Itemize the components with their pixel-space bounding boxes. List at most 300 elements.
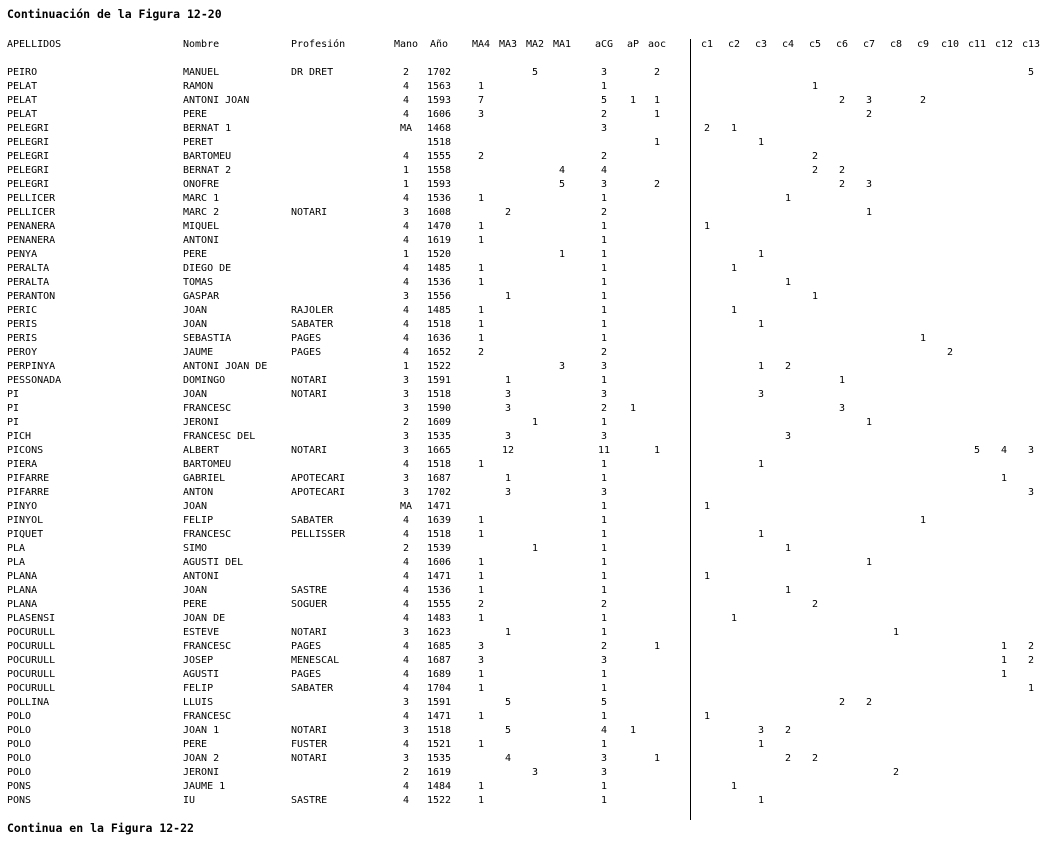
cell-c6: 2 (838, 165, 846, 176)
cell-nombre: FRANCESC DEL (183, 431, 256, 442)
cell-acg: 3 (600, 67, 608, 78)
col-header-c8: c8 (889, 39, 903, 50)
cell-a-o: 1608 (426, 207, 452, 218)
cell-ap: 1 (629, 725, 637, 736)
cell-mano: 4 (402, 193, 410, 204)
cell-apellidos: PENYA (7, 249, 38, 260)
cell-nombre: AGUSTI DEL (183, 557, 244, 568)
cell-nombre: JAUME 1 (183, 781, 226, 792)
cell-ma4: 1 (477, 613, 485, 624)
cell-apellidos: POCURULL (7, 627, 56, 638)
cell-nombre: ANTONI JOAN (183, 95, 250, 106)
cell-apellidos: POLO (7, 753, 32, 764)
cell-apellidos: PINYO (7, 501, 38, 512)
cell-a-o: 1518 (426, 459, 452, 470)
col-header-nombre: Nombre (183, 39, 220, 50)
cell-a-o: 1704 (426, 683, 452, 694)
cell-c13: 3 (1027, 487, 1035, 498)
col-header-ma3: MA3 (498, 39, 518, 50)
cell-a-o: 1558 (426, 165, 452, 176)
cell-c6: 2 (838, 179, 846, 190)
cell-c4: 2 (784, 753, 792, 764)
col-header-ma4: MA4 (471, 39, 491, 50)
cell-c6: 3 (838, 403, 846, 414)
col-header-ap: aP (626, 39, 640, 50)
cell-c13: 2 (1027, 641, 1035, 652)
cell-mano: 3 (402, 431, 410, 442)
cell-a-o: 1636 (426, 333, 452, 344)
cell-acg: 1 (600, 221, 608, 232)
col-header-acg: aCG (594, 39, 614, 50)
col-header-c7: c7 (862, 39, 876, 50)
cell-mano: 4 (402, 683, 410, 694)
cell-ma4: 1 (477, 235, 485, 246)
cell-c4: 1 (784, 585, 792, 596)
cell-nombre: PERE (183, 249, 208, 260)
cell-ma1: 5 (558, 179, 566, 190)
cell-profesi-n: NOTARI (291, 375, 328, 386)
cell-nombre: MARC 2 (183, 207, 220, 218)
col-header-apellidos: APELLIDOS (7, 39, 62, 50)
cell-c4: 1 (784, 543, 792, 554)
cell-acg: 1 (600, 249, 608, 260)
col-header-c2: c2 (727, 39, 741, 50)
cell-mano: 1 (402, 249, 410, 260)
cell-a-o: 1518 (426, 529, 452, 540)
cell-a-o: 1591 (426, 375, 452, 386)
cell-acg: 2 (600, 403, 608, 414)
cell-c1: 1 (703, 711, 711, 722)
cell-c4: 2 (784, 725, 792, 736)
cell-acg: 1 (600, 263, 608, 274)
cell-mano: 3 (402, 627, 410, 638)
cell-nombre: MIQUEL (183, 221, 220, 232)
cell-profesi-n: NOTARI (291, 753, 328, 764)
col-header-c13: c13 (1021, 39, 1041, 50)
cell-acg: 1 (600, 529, 608, 540)
cell-a-o: 1471 (426, 501, 452, 512)
cell-apellidos: PELEGRI (7, 137, 50, 148)
cell-ma4: 1 (477, 319, 485, 330)
cell-c3: 1 (757, 137, 765, 148)
cell-c7: 2 (865, 697, 873, 708)
cell-c3: 1 (757, 319, 765, 330)
cell-c1: 1 (703, 501, 711, 512)
col-header-c10: c10 (940, 39, 960, 50)
cell-mano: 3 (402, 445, 410, 456)
cell-ma3: 1 (504, 375, 512, 386)
cell-c13: 2 (1027, 655, 1035, 666)
cell-a-o: 1483 (426, 613, 452, 624)
cell-ma3: 1 (504, 473, 512, 484)
cell-mano: 3 (402, 487, 410, 498)
cell-aoc: 1 (653, 445, 661, 456)
cell-ma3: 5 (504, 697, 512, 708)
cell-a-o: 1522 (426, 795, 452, 806)
cell-mano: 4 (402, 529, 410, 540)
cell-a-o: 1687 (426, 473, 452, 484)
cell-acg: 1 (600, 585, 608, 596)
cell-acg: 2 (600, 109, 608, 120)
cell-acg: 1 (600, 781, 608, 792)
cell-mano: 4 (402, 109, 410, 120)
cell-mano: 4 (402, 81, 410, 92)
cell-apellidos: PELEGRI (7, 151, 50, 162)
col-header-c9: c9 (916, 39, 930, 50)
cell-profesi-n: APOTECARI (291, 473, 346, 484)
cell-a-o: 1665 (426, 445, 452, 456)
cell-a-o: 1689 (426, 669, 452, 680)
cell-a-o: 1555 (426, 151, 452, 162)
cell-apellidos: PELEGRI (7, 179, 50, 190)
cell-acg: 1 (600, 333, 608, 344)
cell-c2: 1 (730, 305, 738, 316)
cell-apellidos: PIQUET (7, 529, 44, 540)
cell-ma1: 3 (558, 361, 566, 372)
cell-acg: 1 (600, 319, 608, 330)
cell-nombre: JOAN (183, 319, 208, 330)
cell-mano: 3 (402, 753, 410, 764)
cell-nombre: BARTOMEU (183, 151, 232, 162)
cell-nombre: ANTONI (183, 571, 220, 582)
cell-acg: 3 (600, 389, 608, 400)
cell-aoc: 1 (653, 137, 661, 148)
cell-mano: 3 (402, 207, 410, 218)
cell-apellidos: POLO (7, 739, 32, 750)
cell-nombre: FRANCESC (183, 641, 232, 652)
cell-nombre: MARC 1 (183, 193, 220, 204)
cell-apellidos: PELLICER (7, 207, 56, 218)
cell-nombre: JOSEP (183, 655, 214, 666)
cell-profesi-n: PAGES (291, 333, 322, 344)
cell-c5: 2 (811, 599, 819, 610)
column-divider (690, 39, 691, 820)
cell-nombre: JOAN 2 (183, 753, 220, 764)
cell-acg: 2 (600, 347, 608, 358)
cell-apellidos: PICH (7, 431, 32, 442)
cell-a-o: 1593 (426, 179, 452, 190)
cell-mano: MA (399, 501, 413, 512)
cell-ma4: 1 (477, 305, 485, 316)
cell-apellidos: PLASENSI (7, 613, 56, 624)
cell-c2: 1 (730, 263, 738, 274)
cell-apellidos: PONS (7, 781, 32, 792)
cell-c9: 1 (919, 333, 927, 344)
cell-profesi-n: PAGES (291, 669, 322, 680)
cell-apellidos: PEIRO (7, 67, 38, 78)
cell-acg: 4 (600, 165, 608, 176)
col-header-ma1: MA1 (552, 39, 572, 50)
cell-apellidos: POCURULL (7, 655, 56, 666)
cell-nombre: MANUEL (183, 67, 220, 78)
cell-profesi-n: RAJOLER (291, 305, 334, 316)
cell-acg: 1 (600, 669, 608, 680)
cell-c6: 2 (838, 95, 846, 106)
cell-ma4: 3 (477, 641, 485, 652)
cell-profesi-n: SASTRE (291, 795, 328, 806)
cell-nombre: SIMO (183, 543, 208, 554)
cell-ma4: 1 (477, 81, 485, 92)
cell-acg: 5 (600, 95, 608, 106)
cell-c2: 1 (730, 123, 738, 134)
cell-mano: 4 (402, 557, 410, 568)
cell-a-o: 1536 (426, 585, 452, 596)
cell-apellidos: POCURULL (7, 641, 56, 652)
cell-c7: 1 (865, 207, 873, 218)
cell-c7: 1 (865, 417, 873, 428)
cell-nombre: LLUIS (183, 697, 214, 708)
cell-c3: 3 (757, 725, 765, 736)
cell-apellidos: PEROY (7, 347, 38, 358)
cell-acg: 3 (600, 655, 608, 666)
cell-apellidos: PLANA (7, 585, 38, 596)
cell-mano: 2 (402, 67, 410, 78)
cell-acg: 2 (600, 599, 608, 610)
cell-a-o: 1590 (426, 403, 452, 414)
cell-ma3: 12 (501, 445, 515, 456)
cell-a-o: 1535 (426, 753, 452, 764)
cell-nombre: AGUSTI (183, 669, 220, 680)
cell-mano: 2 (402, 417, 410, 428)
cell-a-o: 1687 (426, 655, 452, 666)
cell-a-o: 1518 (426, 725, 452, 736)
cell-ma2: 3 (531, 767, 539, 778)
cell-acg: 1 (600, 515, 608, 526)
cell-apellidos: PELEGRI (7, 123, 50, 134)
cell-c8: 1 (892, 627, 900, 638)
cell-acg: 1 (600, 417, 608, 428)
cell-mano: 3 (402, 403, 410, 414)
cell-acg: 1 (600, 375, 608, 386)
cell-mano: 4 (402, 641, 410, 652)
cell-ma3: 1 (504, 627, 512, 638)
cell-nombre: JOAN (183, 585, 208, 596)
cell-ma4: 2 (477, 347, 485, 358)
cell-nombre: ANTONI (183, 235, 220, 246)
cell-mano: 4 (402, 263, 410, 274)
cell-c5: 2 (811, 151, 819, 162)
cell-mano: 3 (402, 725, 410, 736)
cell-nombre: BERNAT 1 (183, 123, 232, 134)
cell-mano: 4 (402, 515, 410, 526)
cell-acg: 1 (600, 711, 608, 722)
col-header-c5: c5 (808, 39, 822, 50)
cell-a-o: 1685 (426, 641, 452, 652)
cell-profesi-n: NOTARI (291, 725, 328, 736)
cell-acg: 3 (600, 767, 608, 778)
cell-acg: 1 (600, 739, 608, 750)
cell-a-o: 1520 (426, 249, 452, 260)
cell-apellidos: PERALTA (7, 277, 50, 288)
cell-mano: 3 (402, 697, 410, 708)
cell-c5: 1 (811, 291, 819, 302)
cell-nombre: PERET (183, 137, 214, 148)
cell-a-o: 1702 (426, 487, 452, 498)
cell-mano: 4 (402, 739, 410, 750)
cell-c6: 2 (838, 697, 846, 708)
cell-nombre: DOMINGO (183, 375, 226, 386)
col-header-ma2: MA2 (525, 39, 545, 50)
cell-acg: 1 (600, 571, 608, 582)
cell-apellidos: PLA (7, 543, 26, 554)
cell-acg: 2 (600, 151, 608, 162)
cell-apellidos: PELAT (7, 81, 38, 92)
cell-aoc: 1 (653, 753, 661, 764)
cell-nombre: PERE (183, 109, 208, 120)
cell-apellidos: PIFARRE (7, 473, 50, 484)
cell-mano: 4 (402, 151, 410, 162)
cell-mano: 4 (402, 599, 410, 610)
cell-ma4: 1 (477, 669, 485, 680)
cell-c13: 3 (1027, 445, 1035, 456)
cell-a-o: 1522 (426, 361, 452, 372)
cell-aoc: 2 (653, 67, 661, 78)
cell-ma4: 3 (477, 655, 485, 666)
cell-c1: 2 (703, 123, 711, 134)
cell-mano: 4 (402, 235, 410, 246)
cell-aoc: 1 (653, 641, 661, 652)
cell-mano: 4 (402, 347, 410, 358)
cell-nombre: FRANCESC (183, 711, 232, 722)
cell-profesi-n: APOTECARI (291, 487, 346, 498)
cell-nombre: BERNAT 2 (183, 165, 232, 176)
cell-c7: 3 (865, 95, 873, 106)
col-header-profesi-n: Profesión (291, 39, 346, 50)
cell-acg: 1 (600, 683, 608, 694)
cell-ma4: 1 (477, 333, 485, 344)
cell-ma3: 5 (504, 725, 512, 736)
cell-ma4: 7 (477, 95, 485, 106)
cell-c4: 1 (784, 193, 792, 204)
cell-profesi-n: SABATER (291, 319, 334, 330)
cell-profesi-n: SABATER (291, 515, 334, 526)
cell-acg: 2 (600, 207, 608, 218)
cell-c1: 1 (703, 221, 711, 232)
col-header-c12: c12 (994, 39, 1014, 50)
cell-nombre: FELIP (183, 683, 214, 694)
cell-nombre: SEBASTIA (183, 333, 232, 344)
cell-acg: 1 (600, 193, 608, 204)
col-header-c4: c4 (781, 39, 795, 50)
cell-c12: 1 (1000, 473, 1008, 484)
cell-a-o: 1556 (426, 291, 452, 302)
cell-c3: 1 (757, 529, 765, 540)
cell-apellidos: PONS (7, 795, 32, 806)
figure-continuation-title: Continuación de la Figura 12-20 (7, 7, 222, 21)
cell-acg: 3 (600, 753, 608, 764)
cell-acg: 1 (600, 473, 608, 484)
col-header-a-o: Año (429, 39, 449, 50)
cell-c11: 5 (973, 445, 981, 456)
cell-apellidos: PINYOL (7, 515, 44, 526)
cell-a-o: 1518 (426, 137, 452, 148)
cell-c1: 1 (703, 571, 711, 582)
cell-profesi-n: SOGUER (291, 599, 328, 610)
cell-acg: 1 (600, 305, 608, 316)
cell-c9: 1 (919, 515, 927, 526)
cell-ma4: 2 (477, 151, 485, 162)
cell-ma3: 3 (504, 389, 512, 400)
cell-a-o: 1606 (426, 109, 452, 120)
cell-a-o: 1609 (426, 417, 452, 428)
cell-c2: 1 (730, 613, 738, 624)
cell-mano: 4 (402, 305, 410, 316)
cell-a-o: 1485 (426, 305, 452, 316)
cell-ma4: 1 (477, 459, 485, 470)
cell-nombre: TOMAS (183, 277, 214, 288)
cell-a-o: 1535 (426, 431, 452, 442)
cell-mano: 4 (402, 669, 410, 680)
cell-apellidos: POCURULL (7, 669, 56, 680)
cell-ma4: 1 (477, 585, 485, 596)
col-header-mano: Mano (393, 39, 419, 50)
cell-acg: 1 (600, 613, 608, 624)
cell-ma4: 1 (477, 795, 485, 806)
cell-a-o: 1471 (426, 711, 452, 722)
cell-a-o: 1652 (426, 347, 452, 358)
cell-apellidos: PLA (7, 557, 26, 568)
cell-ma4: 1 (477, 515, 485, 526)
cell-mano: 4 (402, 459, 410, 470)
cell-nombre: RAMON (183, 81, 214, 92)
cell-acg: 3 (600, 487, 608, 498)
col-header-c11: c11 (967, 39, 987, 50)
cell-c7: 2 (865, 109, 873, 120)
cell-mano: 4 (402, 319, 410, 330)
cell-c7: 3 (865, 179, 873, 190)
cell-apellidos: PERIS (7, 319, 38, 330)
cell-acg: 1 (600, 459, 608, 470)
cell-c12: 1 (1000, 669, 1008, 680)
cell-profesi-n: DR DRET (291, 67, 334, 78)
cell-a-o: 1591 (426, 697, 452, 708)
cell-ma4: 1 (477, 739, 485, 750)
cell-ma1: 4 (558, 165, 566, 176)
cell-profesi-n: FUSTER (291, 739, 328, 750)
cell-ma4: 1 (477, 683, 485, 694)
cell-profesi-n: PAGES (291, 641, 322, 652)
cell-mano: 4 (402, 95, 410, 106)
cell-mano: 1 (402, 165, 410, 176)
cell-ma3: 3 (504, 403, 512, 414)
cell-ma4: 1 (477, 277, 485, 288)
cell-a-o: 1619 (426, 767, 452, 778)
cell-apellidos: PESSONADA (7, 375, 62, 386)
cell-c10: 2 (946, 347, 954, 358)
cell-mano: 4 (402, 585, 410, 596)
cell-nombre: ALBERT (183, 445, 220, 456)
cell-c3: 3 (757, 389, 765, 400)
cell-a-o: 1639 (426, 515, 452, 526)
cell-apellidos: PERIC (7, 305, 38, 316)
cell-a-o: 1536 (426, 277, 452, 288)
cell-a-o: 1484 (426, 781, 452, 792)
cell-nombre: FELIP (183, 515, 214, 526)
cell-c13: 1 (1027, 683, 1035, 694)
cell-ma3: 1 (504, 291, 512, 302)
cell-apellidos: PERANTON (7, 291, 56, 302)
cell-c8: 2 (892, 767, 900, 778)
cell-apellidos: POLO (7, 767, 32, 778)
cell-nombre: JOAN DE (183, 613, 226, 624)
cell-profesi-n: MENESCAL (291, 655, 340, 666)
cell-c3: 1 (757, 459, 765, 470)
cell-acg: 1 (600, 277, 608, 288)
cell-mano: 4 (402, 711, 410, 722)
cell-a-o: 1563 (426, 81, 452, 92)
cell-apellidos: POLO (7, 711, 32, 722)
cell-nombre: JAUME (183, 347, 214, 358)
